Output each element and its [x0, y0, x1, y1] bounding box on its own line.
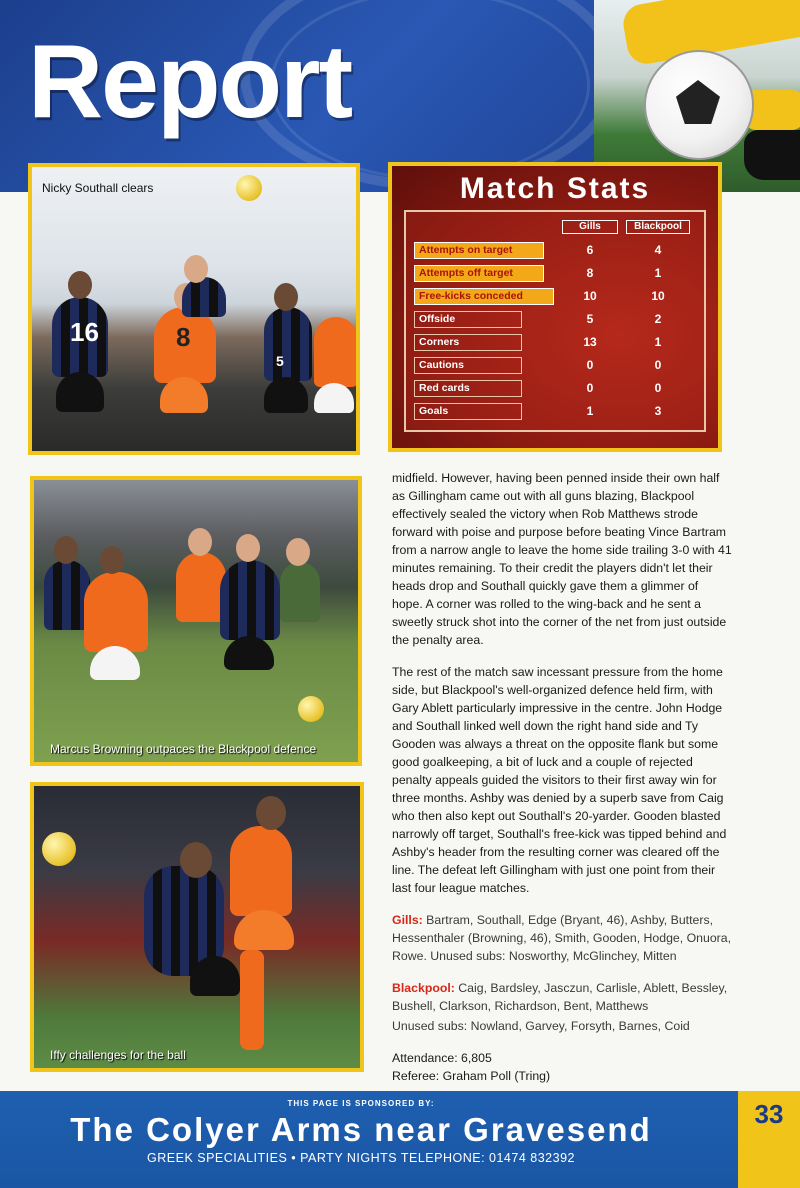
- photo-caption: Nicky Southall clears: [42, 181, 154, 195]
- shirt-number: 8: [176, 322, 191, 352]
- stat-value-blackpool: 4: [654, 243, 662, 257]
- player-head: [180, 842, 212, 878]
- stat-value-blackpool: 1: [654, 266, 662, 280]
- gills-player: [220, 560, 280, 640]
- stat-value-gills: 13: [583, 335, 597, 349]
- player-shorts: [314, 383, 354, 413]
- gills-player: [264, 307, 312, 381]
- player-shorts: [190, 956, 240, 996]
- referee: Referee: Graham Poll (Tring): [392, 1069, 551, 1083]
- photo-iffy-challenges: [30, 782, 364, 1072]
- column-header-gills: Gills: [562, 220, 618, 234]
- player-head: [274, 283, 298, 311]
- player-shorts: [264, 377, 308, 413]
- player-head: [256, 796, 286, 830]
- stat-value-blackpool: 10: [651, 289, 665, 303]
- blackpool-player: [230, 826, 292, 916]
- photo-southall-clears: [28, 163, 360, 455]
- match-stats-background: [392, 166, 718, 448]
- stat-label: Free-kicks conceded: [414, 288, 554, 305]
- match-stats-title: Match Stats: [459, 172, 651, 205]
- blackpool-player: [314, 317, 358, 387]
- stat-value-gills: 6: [586, 243, 594, 257]
- sponsor-details: GREEK SPECIALITIES • PARTY NIGHTS TELEPHONE: 01474 832392: [147, 1151, 575, 1165]
- stat-label: Red cards: [414, 380, 522, 397]
- blackpool-team-list: Caig, Bardsley, Jasczun, Carlisle, Ablett, Bessley, Bushell, Clarkson, Richardson, Bent, Matthews: [392, 981, 728, 1013]
- stat-value-blackpool: 2: [654, 312, 662, 326]
- stat-value-gills: 10: [583, 289, 597, 303]
- player-head: [68, 271, 92, 299]
- column-header-blackpool: Blackpool: [626, 220, 690, 234]
- sponsor-intro: THIS PAGE IS SPONSORED BY:: [287, 1099, 435, 1108]
- blackpool-label: Blackpool:: [392, 981, 455, 995]
- photo-caption: Marcus Browning outpaces the Blackpool defence: [50, 742, 317, 756]
- stat-label: Offside: [414, 311, 522, 328]
- stat-label: Corners: [414, 334, 522, 351]
- player-boot: [744, 130, 800, 180]
- shirt-number: 16: [70, 317, 99, 347]
- stat-value-blackpool: 0: [654, 358, 662, 372]
- blackpool-unused-subs: Unused subs: Nowland, Garvey, Forsyth, Barnes, Coid: [392, 1019, 690, 1033]
- gills-player-jumping: [182, 277, 226, 317]
- football-image: [644, 50, 754, 160]
- stat-value-blackpool: 3: [654, 404, 662, 418]
- player-shorts: [56, 372, 104, 412]
- player-shorts: [234, 910, 294, 950]
- stat-label: Goals: [414, 403, 522, 420]
- match-ball: [298, 696, 324, 722]
- blackpool-player: [176, 552, 226, 622]
- match-ball: [236, 175, 262, 201]
- photo-browning-outpaces: [30, 476, 362, 766]
- player-head: [54, 536, 78, 564]
- stat-value-gills: 0: [586, 381, 594, 395]
- stat-value-gills: 1: [586, 404, 594, 418]
- gills-team-list: Bartram, Southall, Edge (Bryant, 46), Ashby, Butters, Hessenthaler (Browning, 46), Smith, Gooden, Hodge, Onuora, Rowe. Unused subs: Nosworthy, McGlinchey, Mitten: [392, 913, 732, 963]
- player-head: [236, 534, 260, 562]
- photo-caption: Iffy challenges for the ball: [50, 1048, 186, 1062]
- referee: [280, 562, 320, 622]
- gills-label: Gills:: [392, 913, 423, 927]
- stat-label: Attempts off target: [414, 265, 544, 282]
- stat-value-gills: 5: [586, 312, 594, 326]
- player-leg: [240, 950, 264, 1050]
- match-report-text: [392, 469, 732, 1099]
- gills-lineup: [392, 911, 732, 965]
- page-title: Report: [28, 24, 352, 140]
- stat-label: Cautions: [414, 357, 522, 374]
- player-head: [184, 255, 208, 283]
- stat-value-blackpool: 0: [654, 381, 662, 395]
- blackpool-player: [84, 572, 148, 652]
- stat-label: Attempts on target: [414, 242, 544, 259]
- player-head: [100, 546, 124, 574]
- stat-value-gills: 0: [586, 358, 594, 372]
- attendance: Attendance: 6,805: [392, 1051, 492, 1065]
- blackpool-lineup: [392, 979, 732, 1015]
- article-paragraph: The rest of the match saw incessant pressure from the home side, but Blackpool's well-organized defence held firm, with Gary Ablett particularly impressive in the centre. John Hodge and Southall linked well down the right hand side and Ty Gooden was always a threat on the opposite flank but some good goalkeeping, a bit of luck and a couple of rejected penalty appeals guided the visitors to their first away win for three months. Ashby was denied by a superb save from Caig who then also kept out Southall's 20-yarder. Gooden blasted narrowly off target, Southall's free-kick was tipped behind and Ashby's header from the resulting corner was cleared off the line. The defeat left Gillingham with just one point from their last four league matches.: [392, 665, 727, 895]
- player-head: [286, 538, 310, 566]
- player-shorts: [224, 636, 274, 670]
- match-stats-panel: [388, 162, 722, 452]
- shirt-number: 5: [276, 353, 284, 369]
- stat-value-gills: 8: [586, 266, 594, 280]
- stat-value-blackpool: 1: [654, 335, 662, 349]
- article-paragraph: midfield. However, having been penned inside their own half as Gillingham came out with all guns blazing, Blackpool effectively sealed the victory when Rob Matthews strode forward with poise and purpose before beating Vince Bartram from a narrow angle to leave the home side trailing 3-0 with 41 minutes remaining. To their credit the players didn't let their heads drop and Southall quickly gave them a glimmer of hope. A corner was rolled to the wing-back and he sent a sweetly struck shot into the corner of the net from just outside the penalty area.: [392, 471, 732, 647]
- player-head: [188, 528, 212, 556]
- sponsor-name: The Colyer Arms near Gravesend: [70, 1111, 652, 1148]
- page-number: 33: [738, 1091, 800, 1188]
- sponsor-banner: [0, 1091, 800, 1188]
- match-ball: [42, 832, 76, 866]
